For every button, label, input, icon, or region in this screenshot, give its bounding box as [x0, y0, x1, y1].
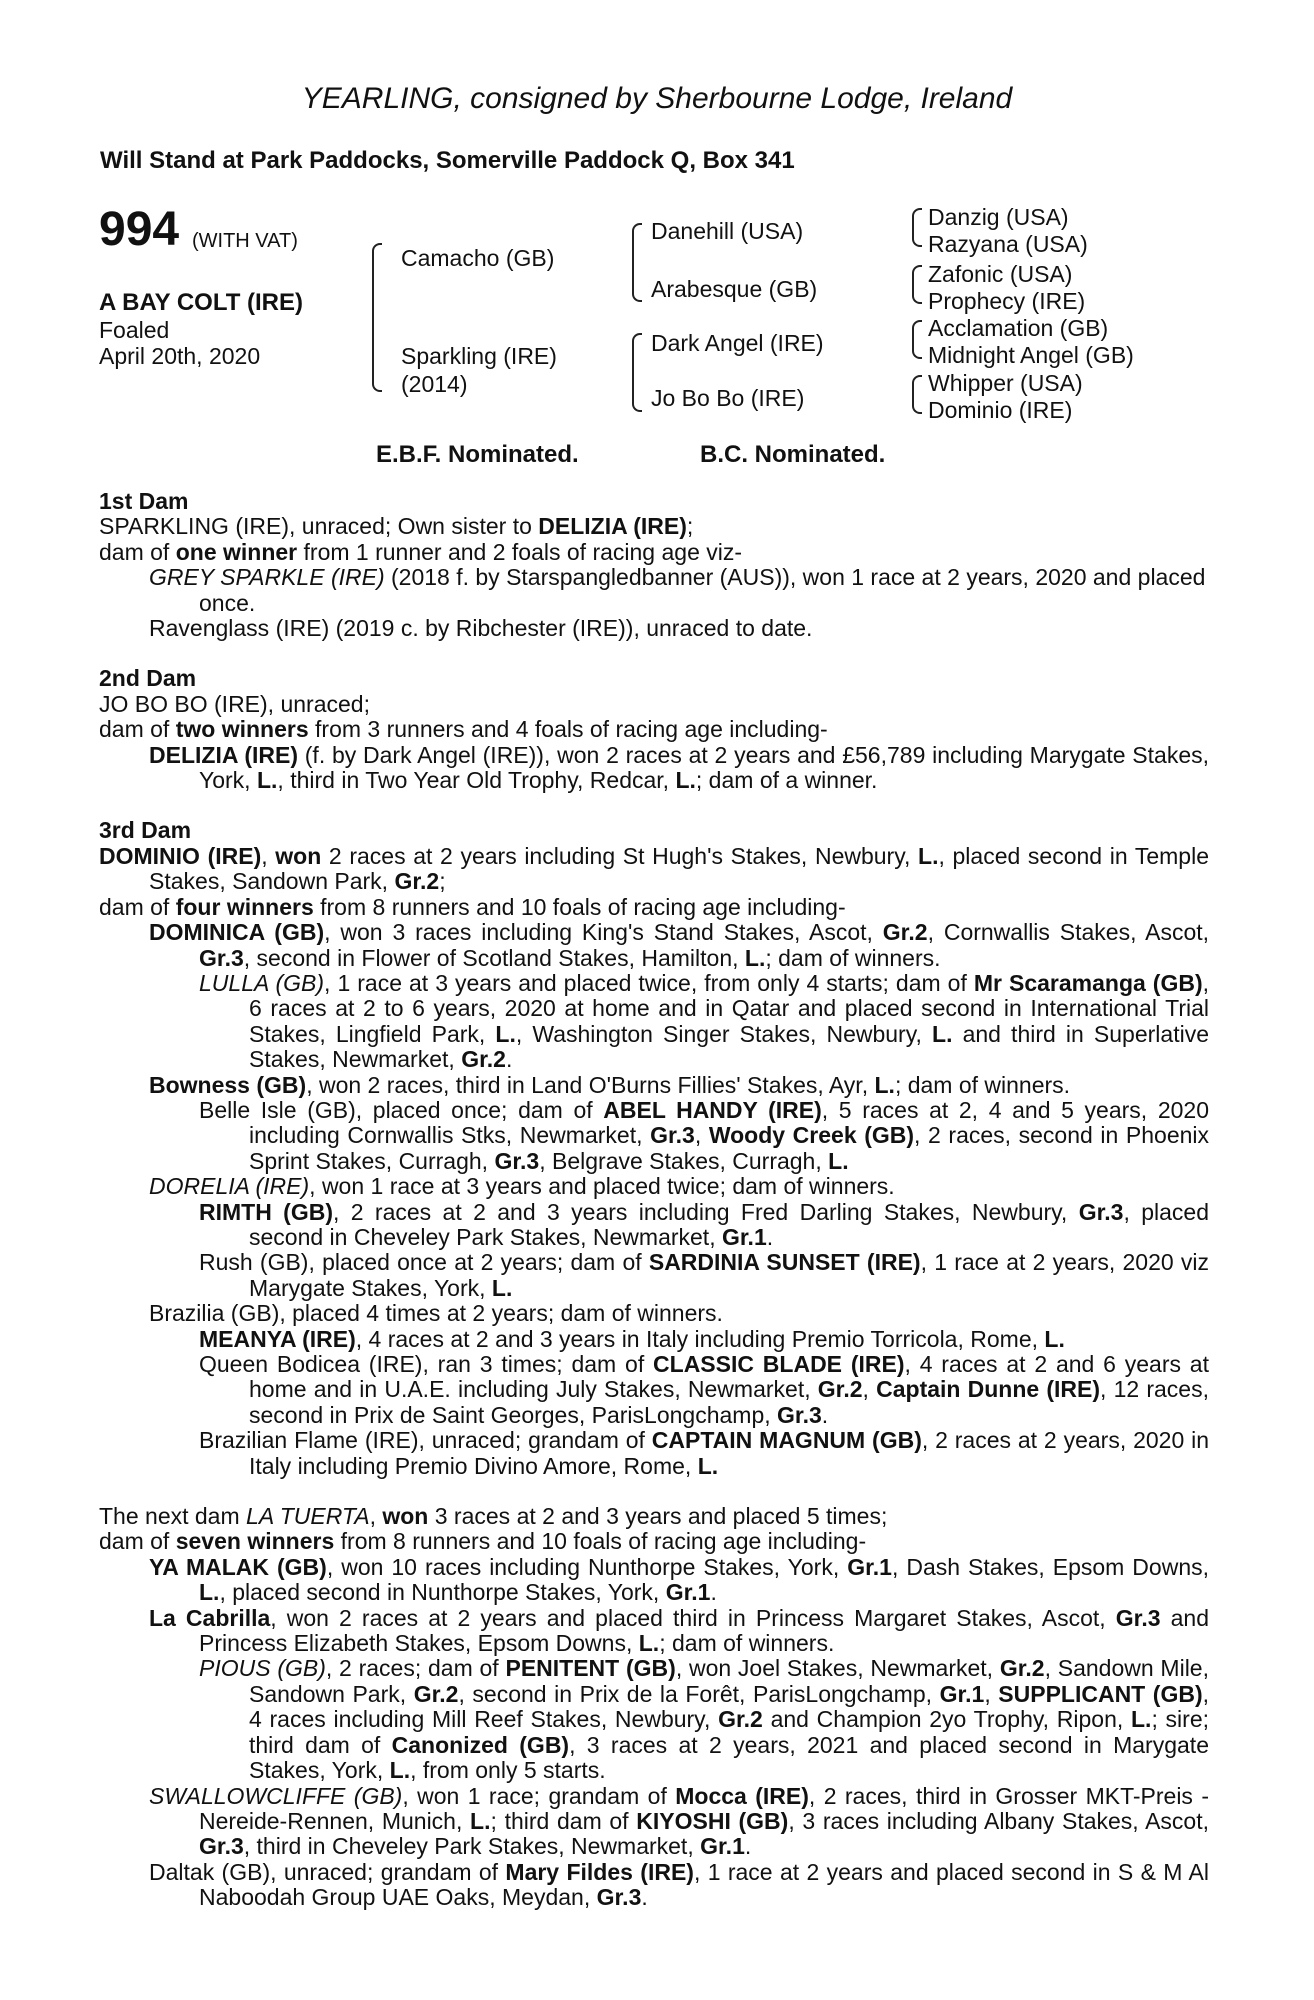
pedigree-brace-dam	[632, 333, 642, 412]
dam-line: DOMINIO (IRE), won 2 races at 2 years including St Hugh's Stakes, Newbury, L., placed second in Temple Stakes, Sandown Park, Gr.2;	[99, 842, 1209, 895]
pedigree-brace-sire	[632, 223, 642, 302]
produce-entry: GREY SPARKLE (IRE) (2018 f. by Starspangledbanner (AUS)), won 1 race at 2 years, 2020 and placed once.	[149, 564, 1206, 616]
pedigree-g5: Acclamation (GB)	[928, 315, 1109, 341]
vat-label: (WITH VAT)	[192, 230, 298, 252]
pedigree-sire: Camacho (GB)	[401, 245, 555, 271]
produce-entry: Daltak (GB), unraced; grandam of Mary Fildes (IRE), 1 race at 2 years and placed second in S & M Al Naboodah Group UAE Oaks, Meydan, Gr.3.	[149, 1858, 1209, 1911]
produce-entry: Belle Isle (GB), placed once; dam of ABEL HANDY (IRE), 5 races at 2, 4 and 5 years, 2020 including Cornwallis Stks, Newmarket, Gr.3, Woody Creek (GB), 2 races, second in Phoenix Sprint Stakes, Curragh, Gr.3, Belgrave Stakes, Curragh, L.	[199, 1096, 1210, 1174]
pedigree-g1: Danzig (USA)	[928, 204, 1069, 230]
pedigree-g4: Prophecy (IRE)	[928, 288, 1086, 314]
dam-line: JO BO BO (IRE), unraced;	[99, 690, 370, 717]
pedigree-sire-dam: Arabesque (GB)	[651, 276, 818, 302]
produce-entry: PIOUS (GB), 2 races; dam of PENITENT (GB), won Joel Stakes, Newmarket, Gr.2, Sandown Mile, Sandown Park, Gr.2, second in Prix de la Forêt, ParisLongchamp, Gr.1, SUPPLICANT (GB), 4 races including Mill Reef Stakes, Newbury, Gr.2 and Champion 2yo Trophy, Ripon, L.; sire; third dam of Canonized (GB), 3 races at 2 years, 2021 and placed second in Marygate Stakes, York, L., from only 5 starts.	[199, 1655, 1210, 1784]
lot-number: 994	[99, 203, 180, 256]
dam-line: dam of two winners from 3 runners and 4 foals of racing age including-	[99, 716, 828, 743]
produce-entry: DOMINICA (GB), won 3 races including King's Stand Stakes, Ascot, Gr.2, Cornwallis Stakes, Ascot, Gr.3, second in Flower of Scotland Stakes, Hamilton, L.; dam of winners.	[149, 919, 1210, 971]
page-title: YEARLING, consigned by Sherbourne Lodge, Ireland	[301, 82, 1013, 115]
pedigree-brace-g2	[912, 265, 922, 304]
dam-line: dam of one winner from 1 runner and 2 foals of racing age viz-	[99, 538, 743, 565]
produce-entry: Queen Bodicea (IRE), ran 3 times; dam of CLASSIC BLADE (IRE), 4 races at 2 and 6 years at home and in U.A.E. including July Stakes, Newmarket, Gr.2, Captain Dunne (IRE), 12 races, second in Prix de Saint Georges, ParisLongchamp, Gr.3.	[199, 1351, 1209, 1428]
catalogue-body	[99, 489, 1209, 1911]
pedigree-g3: Zafonic (USA)	[928, 261, 1073, 287]
pedigree-brace-g4	[912, 375, 922, 414]
pedigree-g2: Razyana (USA)	[928, 231, 1088, 257]
pedigree-brace-g1	[912, 208, 922, 247]
pedigree-dam-year: (2014)	[401, 371, 468, 397]
foaled-date: April 20th, 2020	[99, 343, 261, 369]
dam-line: dam of four winners from 8 runners and 10 foals of racing age including-	[99, 893, 846, 920]
pedigree-dam-dam: Jo Bo Bo (IRE)	[651, 385, 805, 411]
produce-entry: Rush (GB), placed once at 2 years; dam of SARDINIA SUNSET (IRE), 1 race at 2 years, 2020 viz Marygate Stakes, York, L.	[199, 1249, 1209, 1301]
third-dam-heading: 3rd Dam	[99, 817, 192, 844]
second-dam-heading: 2nd Dam	[99, 665, 197, 692]
bc-nomination: B.C. Nominated.	[700, 441, 886, 468]
produce-entry: La Cabrilla, won 2 races at 2 years and placed third in Princess Margaret Stakes, Ascot, Gr.3 and Princess Elizabeth Stakes, Epsom Downs, L.; dam of winners.	[149, 1604, 1209, 1657]
dam-line: The next dam LA TUERTA, won 3 races at 2 and 3 years and placed 5 times;	[99, 1503, 888, 1530]
pedigree-dam-sire: Dark Angel (IRE)	[651, 330, 824, 356]
lot-description: A BAY COLT (IRE)	[99, 289, 304, 316]
produce-entry: SWALLOWCLIFFE (GB), won 1 race; grandam of Mocca (IRE), 2 races, third in Grosser MKT-Preis - Nereide-Rennen, Munich, L.; third dam of KIYOSHI (GB), 3 races including Albany Stakes, Ascot, Gr.3, third in Cheveley Park Stakes, Newmarket, Gr.1.	[149, 1782, 1210, 1860]
pedigree-sire-sire: Danehill (USA)	[651, 218, 804, 244]
produce-entry: DORELIA (IRE), won 1 race at 3 years and placed twice; dam of winners.	[149, 1173, 895, 1200]
produce-entry: DELIZIA (IRE) (f. by Dark Angel (IRE)), won 2 races at 2 years and £56,789 including Marygate Stakes, York, L., third in Two Year Old Trophy, Redcar, L.; dam of a winner.	[149, 741, 1210, 794]
pedigree-brace-main	[372, 243, 382, 392]
ebf-nomination: E.B.F. Nominated.	[376, 441, 579, 468]
produce-entry: Brazilian Flame (IRE), unraced; grandam of CAPTAIN MAGNUM (GB), 2 races at 2 years, 2020 in Italy including Premio Divino Amore, Rome, L.	[199, 1427, 1209, 1479]
produce-entry: Brazilia (GB), placed 4 times at 2 years; dam of winners.	[149, 1300, 723, 1327]
dam-line: SPARKLING (IRE), unraced; Own sister to DELIZIA (IRE);	[99, 513, 694, 540]
pedigree-g7: Whipper (USA)	[928, 370, 1083, 396]
pedigree-brace-g3	[912, 320, 922, 359]
pedigree-g8: Dominio (IRE)	[928, 397, 1073, 423]
foaled-label: Foaled	[99, 317, 170, 343]
stand-location: Will Stand at Park Paddocks, Somerville Paddock Q, Box 341	[100, 147, 795, 174]
pedigree-g6: Midnight Angel (GB)	[928, 342, 1134, 368]
produce-entry: MEANYA (IRE), 4 races at 2 and 3 years in Italy including Premio Torricola, Rome, L.	[199, 1325, 1065, 1352]
produce-entry: YA MALAK (GB), won 10 races including Nunthorpe Stakes, York, Gr.1, Dash Stakes, Epsom Downs, L., placed second in Nunthorpe Stakes, York, Gr.1.	[149, 1553, 1210, 1606]
produce-entry: RIMTH (GB), 2 races at 2 and 3 years including Fred Darling Stakes, Newbury, Gr.3, placed second in Cheveley Park Stakes, Newmarket, Gr.1.	[199, 1198, 1210, 1250]
first-dam-heading: 1st Dam	[99, 488, 189, 514]
produce-entry: LULLA (GB), 1 race at 3 years and placed twice, from only 4 starts; dam of Mr Scaramanga (GB), 6 races at 2 to 6 years, 2020 at home and in Qatar and placed second in International Trial Stakes, Lingfield Park, L., Washington Singer Stakes, Newbury, L. and third in Superlative Stakes, Newmarket, Gr.2.	[199, 969, 1210, 1073]
dam-line: dam of seven winners from 8 runners and 10 foals of racing age including-	[99, 1528, 867, 1555]
produce-entry: Bowness (GB), won 2 races, third in Land O'Burns Fillies' Stakes, Ayr, L.; dam of winners.	[149, 1071, 1071, 1098]
pedigree-dam: Sparkling (IRE)	[401, 343, 557, 369]
produce-entry: Ravenglass (IRE) (2019 c. by Ribchester (IRE)), unraced to date.	[149, 615, 813, 642]
